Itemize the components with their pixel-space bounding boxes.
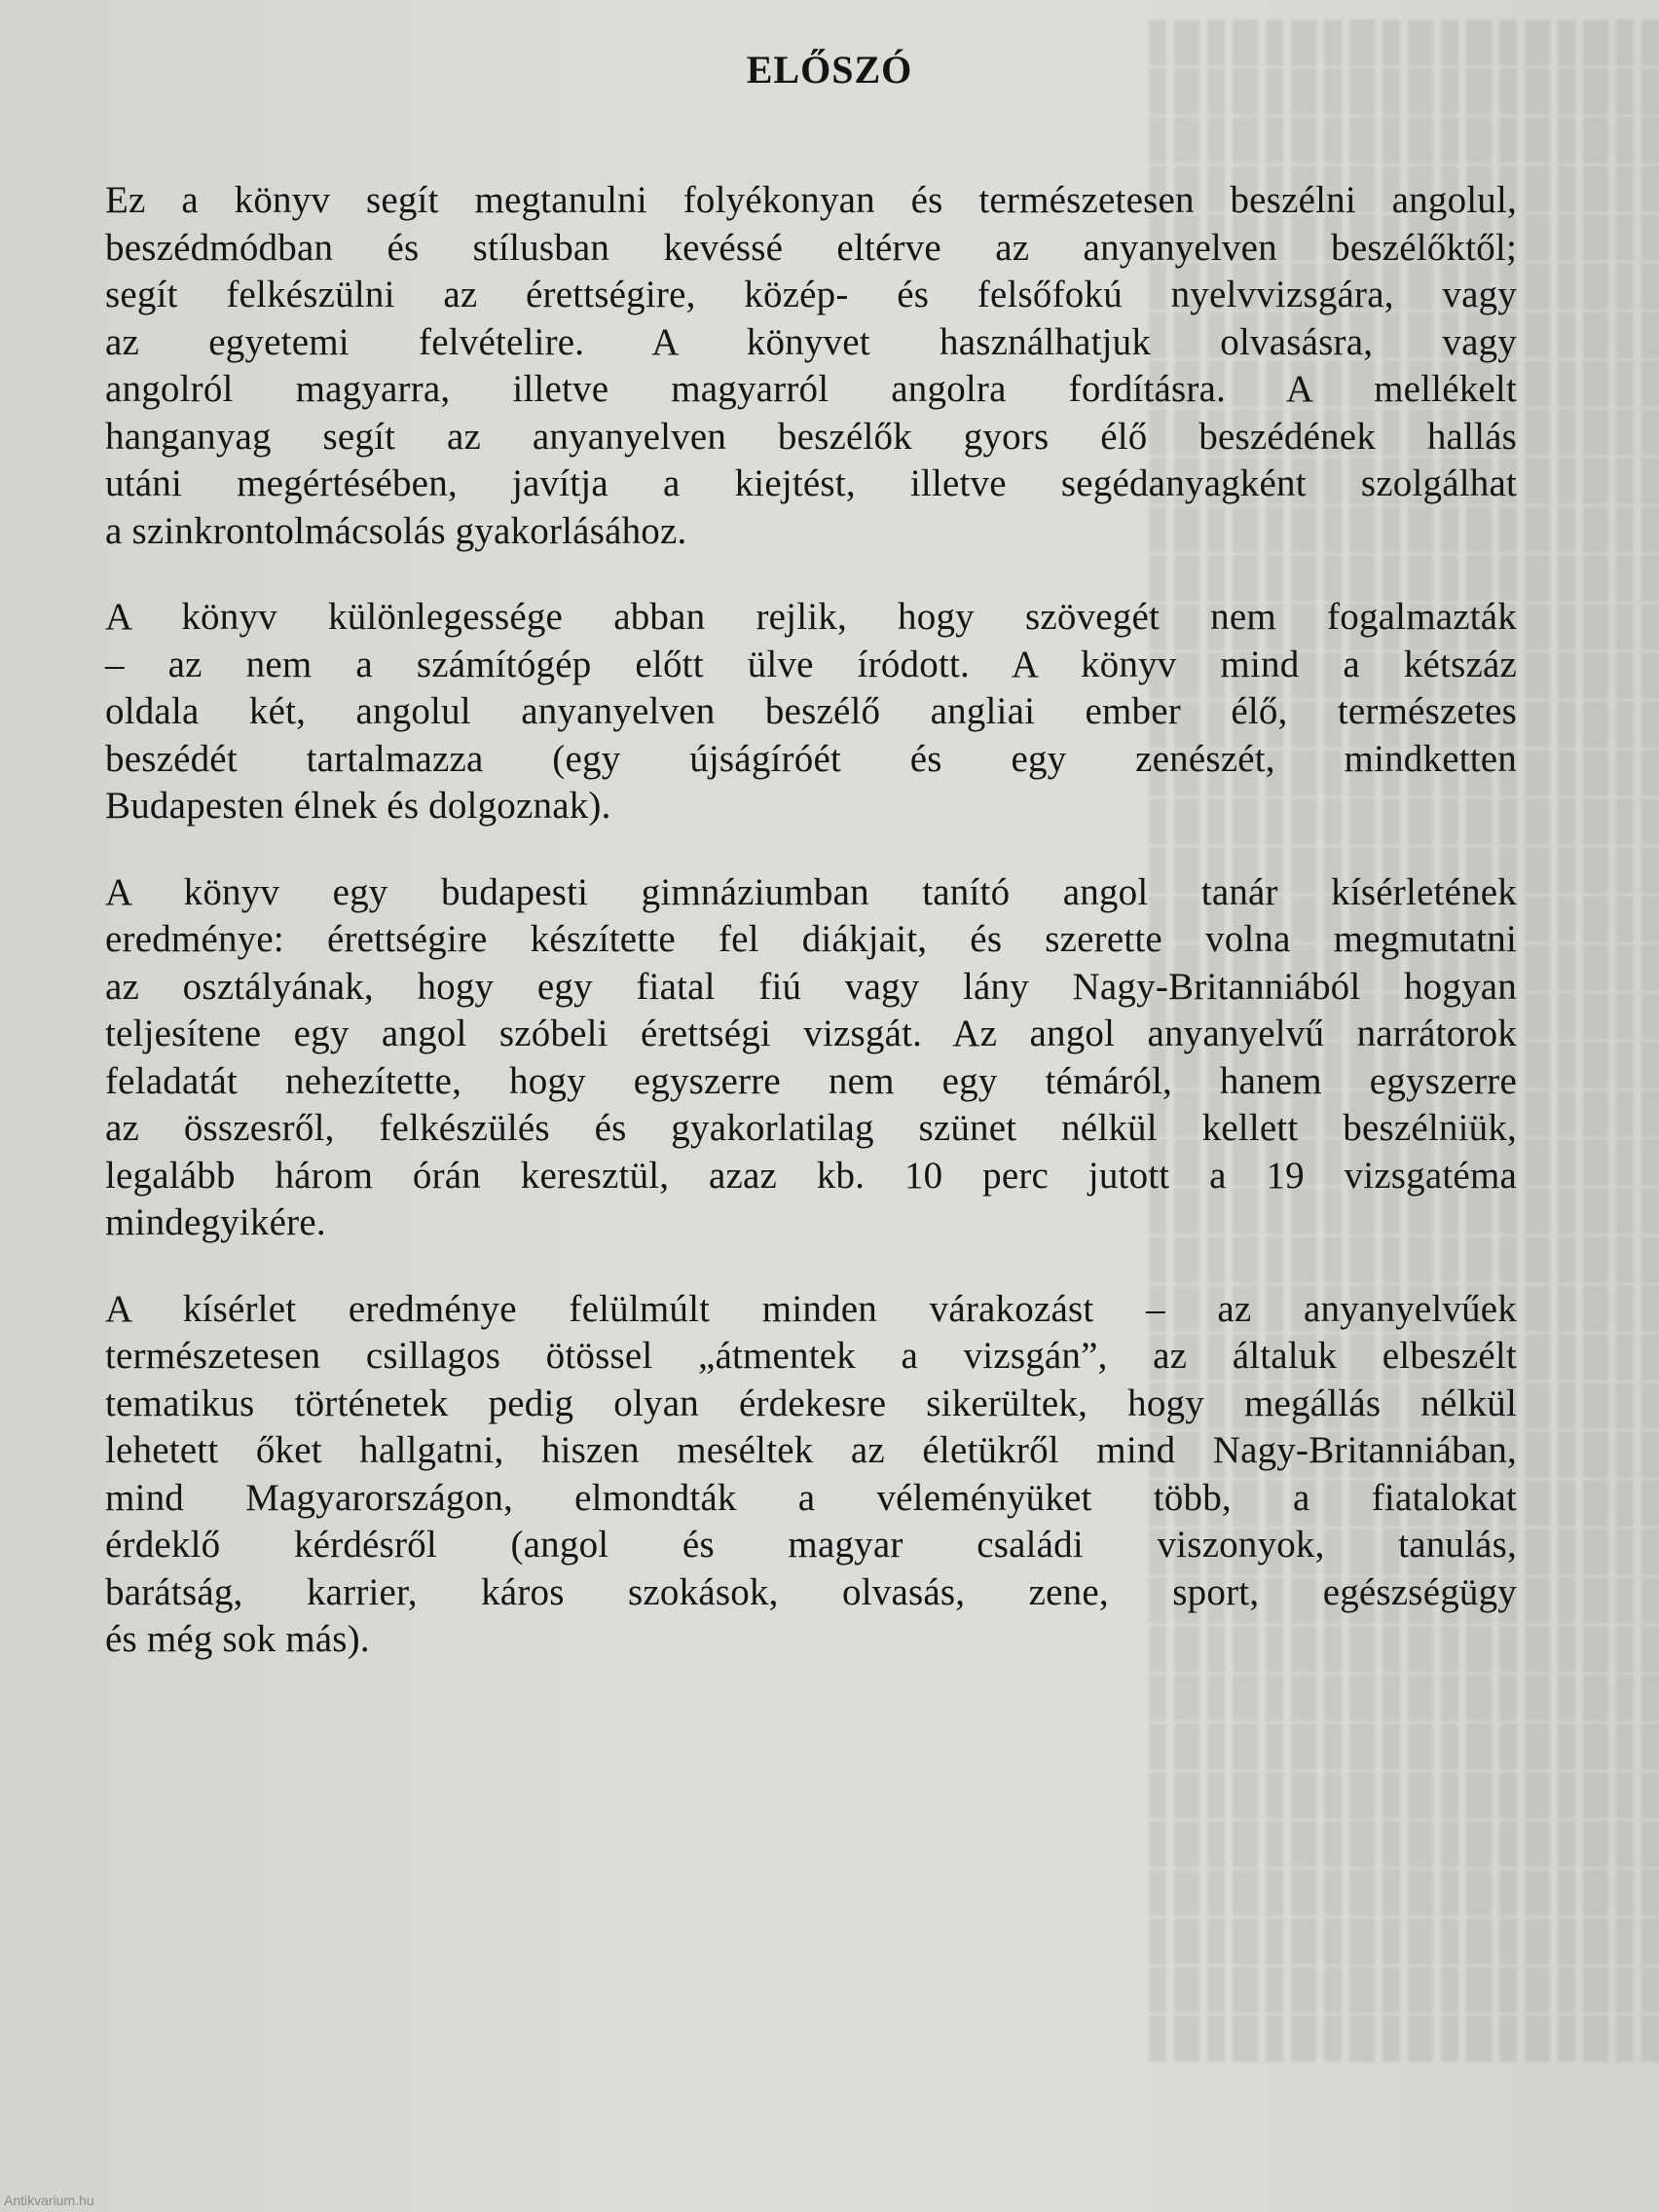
text-line: mindegyikére. [105, 1201, 326, 1243]
paragraph [105, 869, 1517, 1247]
text-line: – az nem a számítógép előtt ülve íródott. A könyv mind a kétszáz [105, 643, 1517, 685]
text-line: teljesítene egy angol szóbeli érettségi vizsgát. Az angol anyanyelvű narrátorok [105, 1013, 1517, 1054]
text-line: A könyv különlegessége abban rejlik, hogy szövegét nem fogalmazták [105, 596, 1517, 638]
text-line: az egyetemi felvételire. A könyvet használhatjuk olvasásra, vagy [105, 320, 1517, 363]
text-line: érdeklő kérdésről (angol és magyar családi viszonyok, tanulás, [105, 1524, 1517, 1566]
preface-body [105, 177, 1517, 1703]
text-line: A kísérlet eredménye felülmúlt minden várakozást – az anyanyelvűek [105, 1287, 1517, 1330]
text-line: oldala két, angolul anyanyelven beszélő angliai ember élő, természetes [105, 690, 1517, 732]
text-line: és még sok más). [105, 1618, 370, 1660]
text-line: utáni megértésében, javítja a kiejtést, illetve segédanyagként szolgálhat [105, 462, 1517, 504]
text-line: barátság, karrier, káros szokások, olvasás, zene, sport, egészségügy [105, 1570, 1517, 1613]
text-line: lehetett őket hallgatni, hiszen meséltek az életükről mind Nagy-Britanniában, [105, 1429, 1517, 1471]
paragraph [105, 177, 1517, 555]
watermark: Antikvarium.hu [4, 2193, 94, 2208]
text-line: Budapesten élnek és dolgoznak). [105, 785, 611, 827]
text-line: legalább három órán keresztül, azaz kb. 10 perc jutott a 19 vizsgatéma [105, 1154, 1517, 1197]
text-line: beszédmódban és stílusban kevéssé eltérve az anyanyelven beszélőktől; [105, 226, 1517, 269]
page-title: ELŐSZÓ [746, 48, 913, 92]
text-line: angolról magyarra, illetve magyarról angolra fordításra. A mellékelt [105, 368, 1517, 410]
text-line: az osztályának, hogy egy fiatal fiú vagy lány Nagy-Britanniából hogyan [105, 965, 1517, 1008]
text-line: segít felkészülni az érettségire, közép- és felsőfokú nyelvvizsgára, vagy [105, 274, 1517, 315]
text-line: A könyv egy budapesti gimnáziumban tanító angol tanár kísérletének [105, 870, 1517, 913]
text-line: természetesen csillagos ötössel „átmentek a vizsgán”, az általuk elbeszélt [105, 1335, 1517, 1377]
text-line: feladatát nehezítette, hogy egyszerre nem egy témáról, hanem egyszerre [105, 1059, 1517, 1102]
text-line: beszédét tartalmazza (egy újságíróét és egy zenészét, mindketten [105, 737, 1517, 780]
paragraph [105, 1286, 1517, 1664]
text-line: az összesről, felkészülés és gyakorlatilag szünet nélkül kellett beszélniük, [105, 1107, 1517, 1149]
text-line: a szinkrontolmácsolás gyakorlásához. [105, 509, 687, 552]
text-line: tematikus történetek pedig olyan érdekesre sikerültek, hogy megállás nélkül [105, 1382, 1517, 1424]
paragraph [105, 594, 1517, 830]
text-line: Ez a könyv segít megtanulni folyékonyan és természetesen beszélni angolul, [105, 179, 1517, 221]
text-line: hanganyag segít az anyanyelven beszélők gyors élő beszédének hallás [105, 415, 1517, 458]
text-line: eredménye: érettségire készítette fel diákjait, és szerette volna megmutatni [105, 918, 1517, 960]
text-line: mind Magyarországon, elmondták a véleményüket több, a fiatalokat [105, 1476, 1517, 1519]
